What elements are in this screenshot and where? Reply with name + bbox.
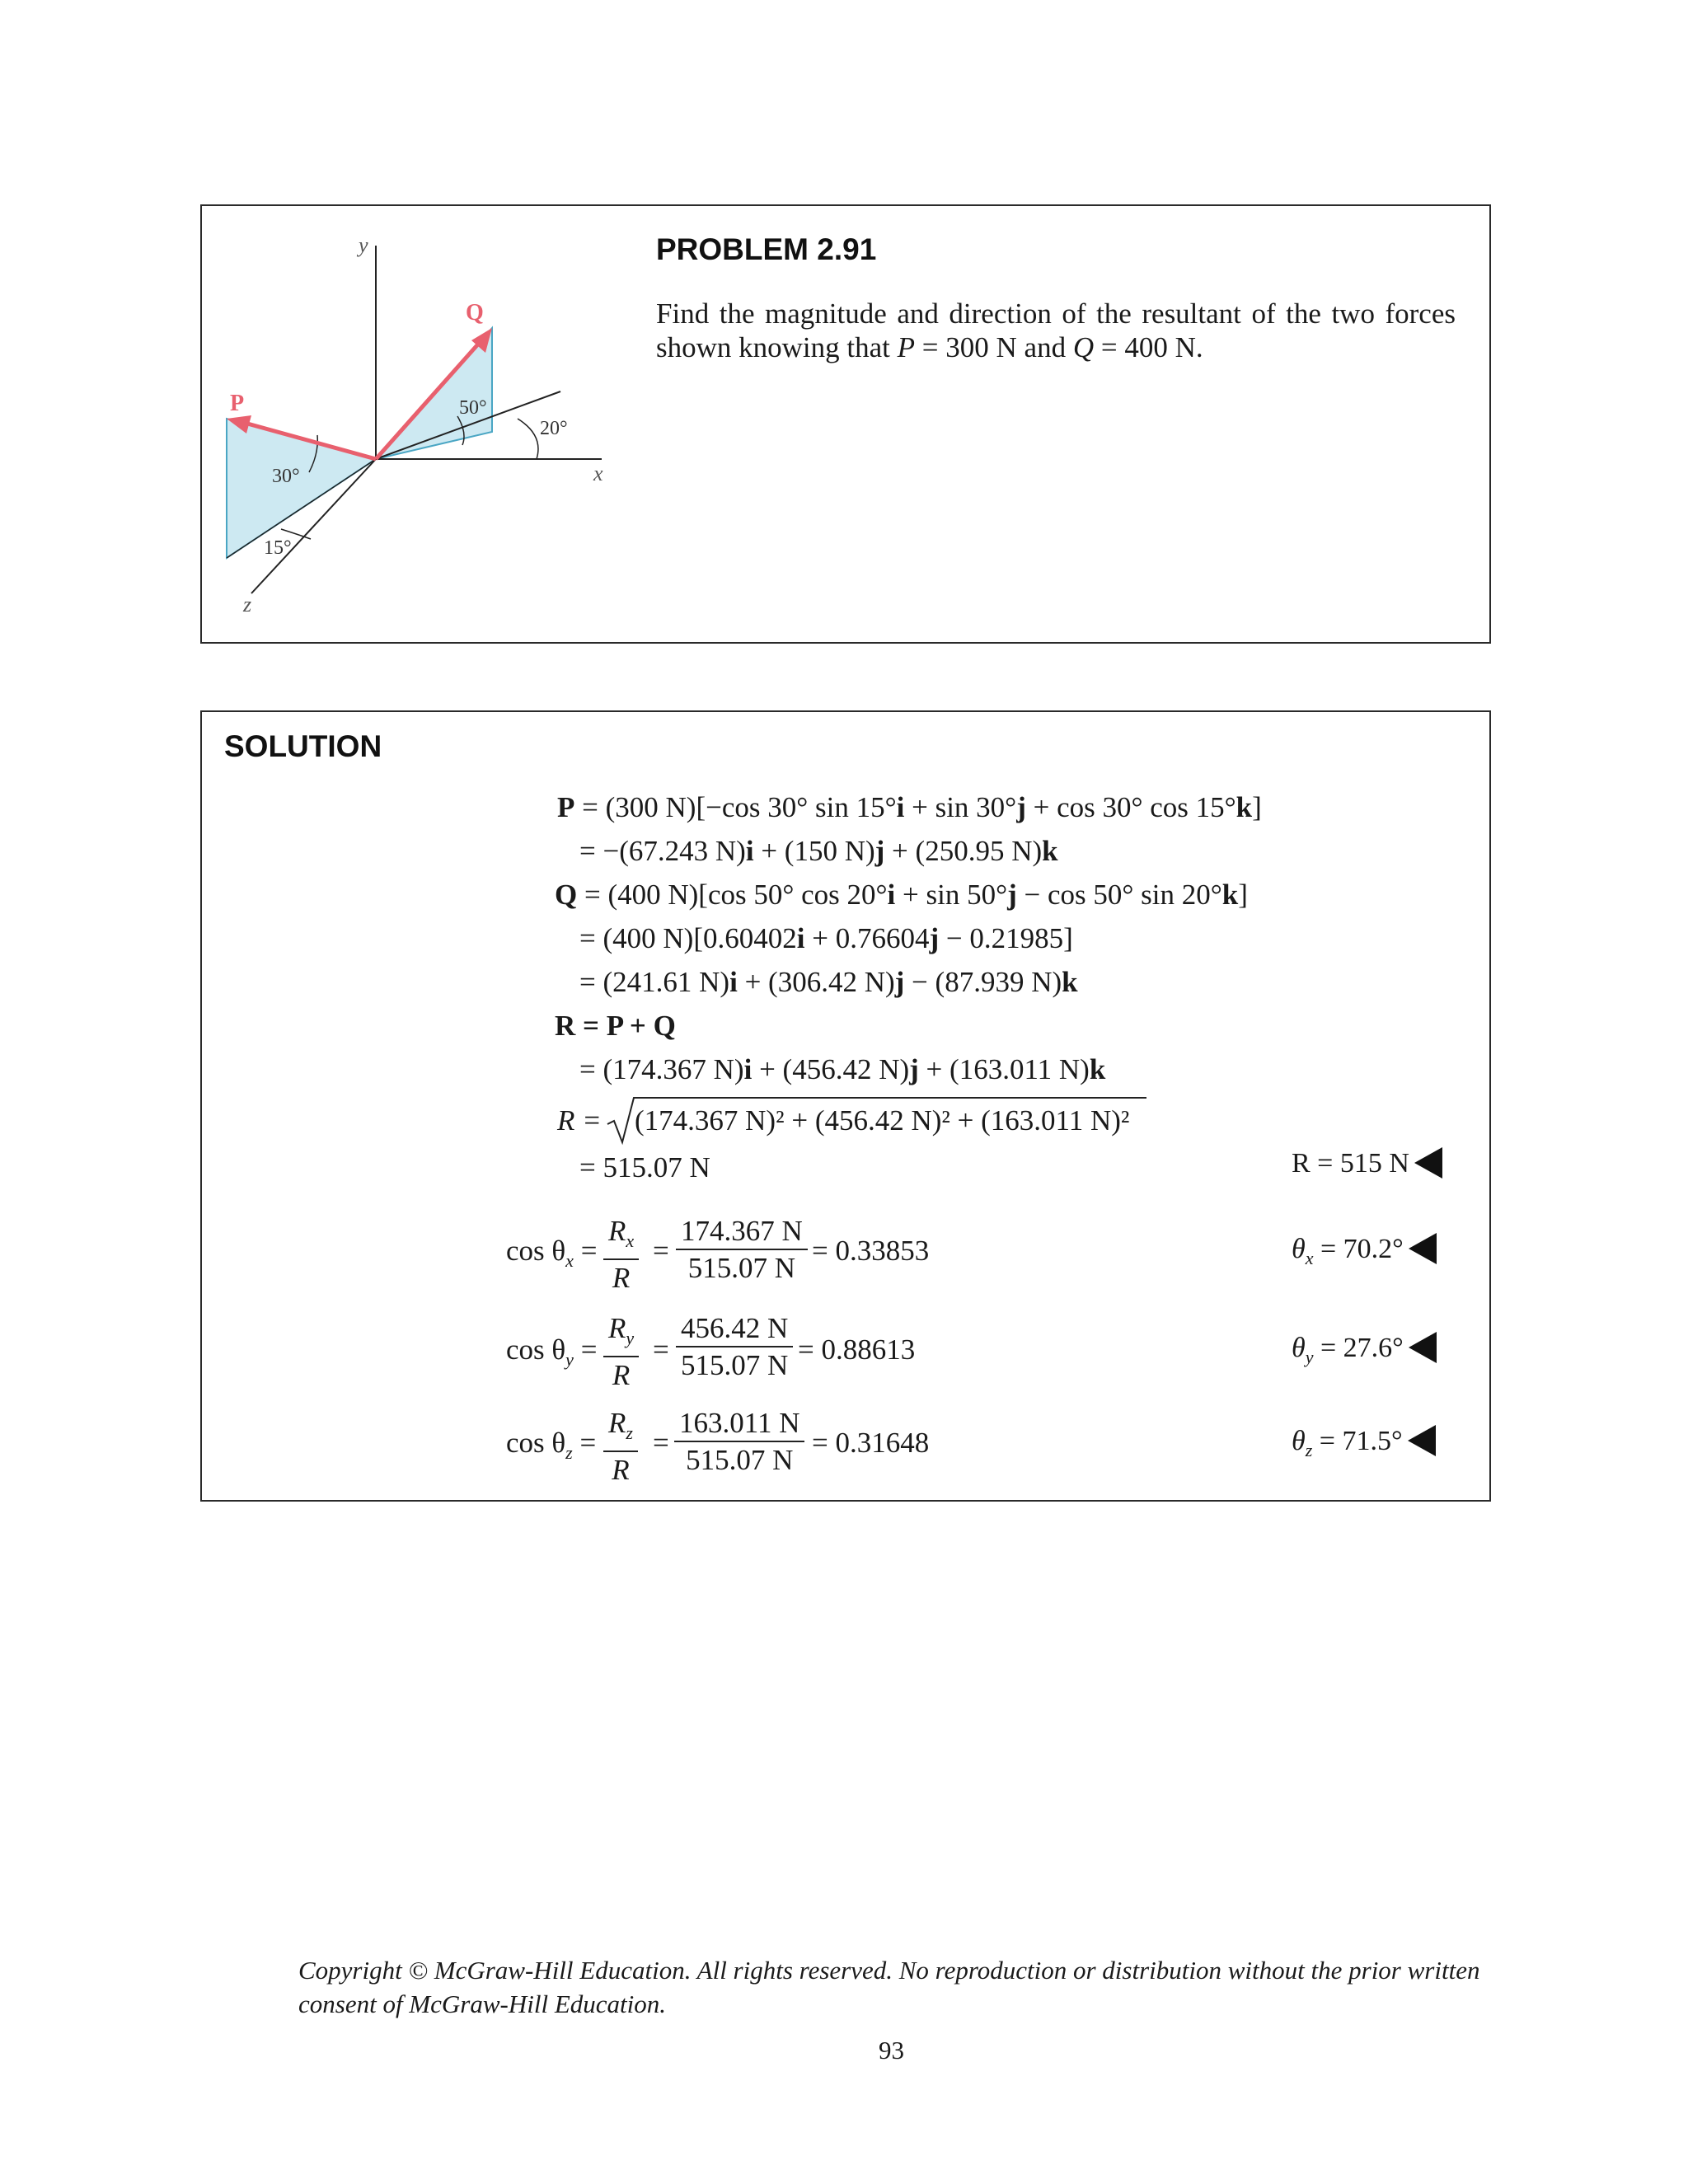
x-axis-label: x [593, 462, 603, 485]
answer-r: R = 515 N [1292, 1148, 1442, 1181]
equals-sign: = [653, 1427, 669, 1459]
eq-r-components: = (174.367 N)i + (456.42 N)j + (163.011 N)k [579, 1053, 1106, 1085]
cos-theta-x-lhs: $\cos \theta_x$ = [506, 1235, 598, 1271]
eq-r-value: = 515.07 N [579, 1151, 710, 1183]
p-vector: P [557, 791, 575, 823]
cos-theta-y-result: = 0.88613 [798, 1333, 916, 1366]
force-diagram [202, 206, 647, 641]
force-q-label: Q [466, 300, 484, 326]
problem-title: PROBLEM 2.91 [656, 232, 877, 266]
p-symbol: P [897, 331, 916, 363]
angle-30-label: 30° [272, 466, 300, 487]
copyright-notice: Copyright © McGraw-Hill Education. All rights reserved. No reproduction or distribution without the prior written consent of McGraw-Hill Education. [298, 1956, 1480, 2018]
frac-ry-r: $\frac{R_y}{R}$ [603, 1311, 639, 1394]
eq-r-magnitude: R = [557, 1104, 602, 1137]
eq-q-line3: = (241.61 N)i + (306.42 N)j − (87.939 N)k [579, 966, 1078, 998]
q-vector: Q [555, 879, 578, 911]
answer-theta-z: $\theta_z = 71.5^\circ$ [1292, 1426, 1436, 1461]
q-value: = 400 N. [1094, 331, 1203, 363]
cos-theta-x-result: = 0.33853 [812, 1235, 930, 1267]
page-number: 93 [879, 2036, 904, 2064]
arc-20 [518, 419, 538, 459]
answer-marker-icon [1408, 1425, 1436, 1456]
angle-15-label: 15° [264, 537, 292, 559]
eq-p-line1: P = (300 N)[−cos 30° sin 15°i + sin 30°j + cos 30° cos 15°k] [557, 791, 1262, 823]
z-axis-label: z [243, 593, 252, 616]
eq-p-line2: = −(67.243 N)i + (150 N)j + (250.95 N)k [579, 835, 1058, 867]
frac-x-values: $\frac{174.367 N}{515.07 N}$ [676, 1214, 808, 1286]
statement-text: Find the magnitude and direction of the resultant of the two forces shown knowing that [656, 298, 1456, 363]
cos-theta-z-lhs: $\cos \theta_z$ = [506, 1427, 597, 1463]
answer-theta-x: $\theta_x = 70.2^\circ$ [1292, 1234, 1437, 1269]
force-p-label: P [230, 391, 245, 416]
p-value: = 300 N and [915, 331, 1073, 363]
sqrt-radicand: (174.367 N)² + (456.42 N)² + (163.011 N)² [635, 1104, 1130, 1137]
y-axis-label: y [359, 233, 368, 257]
answer-theta-y: $\theta_y = 27.6^\circ$ [1292, 1333, 1437, 1368]
angle-50-label: 50° [459, 397, 487, 419]
equals-sign: = [653, 1333, 669, 1366]
cos-theta-y-lhs: $\cos \theta_y$ = [506, 1333, 598, 1370]
frac-rz-r: $\frac{R_z}{R}$ [603, 1406, 638, 1488]
q-symbol: Q [1072, 331, 1095, 363]
equals-sign: = [653, 1235, 669, 1267]
answer-marker-icon [1409, 1233, 1437, 1264]
answer-marker-icon [1409, 1332, 1437, 1363]
problem-statement [656, 297, 1456, 364]
cos-theta-z-result: = 0.31648 [812, 1427, 930, 1459]
frac-y-values: $\frac{456.42 N}{515.07 N}$ [676, 1311, 793, 1384]
eq-q-line1: Q = (400 N)[cos 50° cos 20°i + sin 50°j − cos 50° sin 20°k] [555, 879, 1248, 911]
answer-marker-icon [1414, 1147, 1442, 1179]
frac-z-values: $\frac{163.011 N}{515.07 N}$ [674, 1406, 804, 1479]
frac-rx-r: $\frac{R_x}{R}$ [603, 1214, 639, 1296]
angle-20-label: 20° [540, 418, 568, 439]
eq-q-line2: = (400 N)[0.60402i + 0.76604j − 0.21985] [579, 922, 1073, 954]
solution-heading: SOLUTION [224, 729, 382, 763]
eq-r-sum: R = P + Q [555, 1010, 676, 1042]
